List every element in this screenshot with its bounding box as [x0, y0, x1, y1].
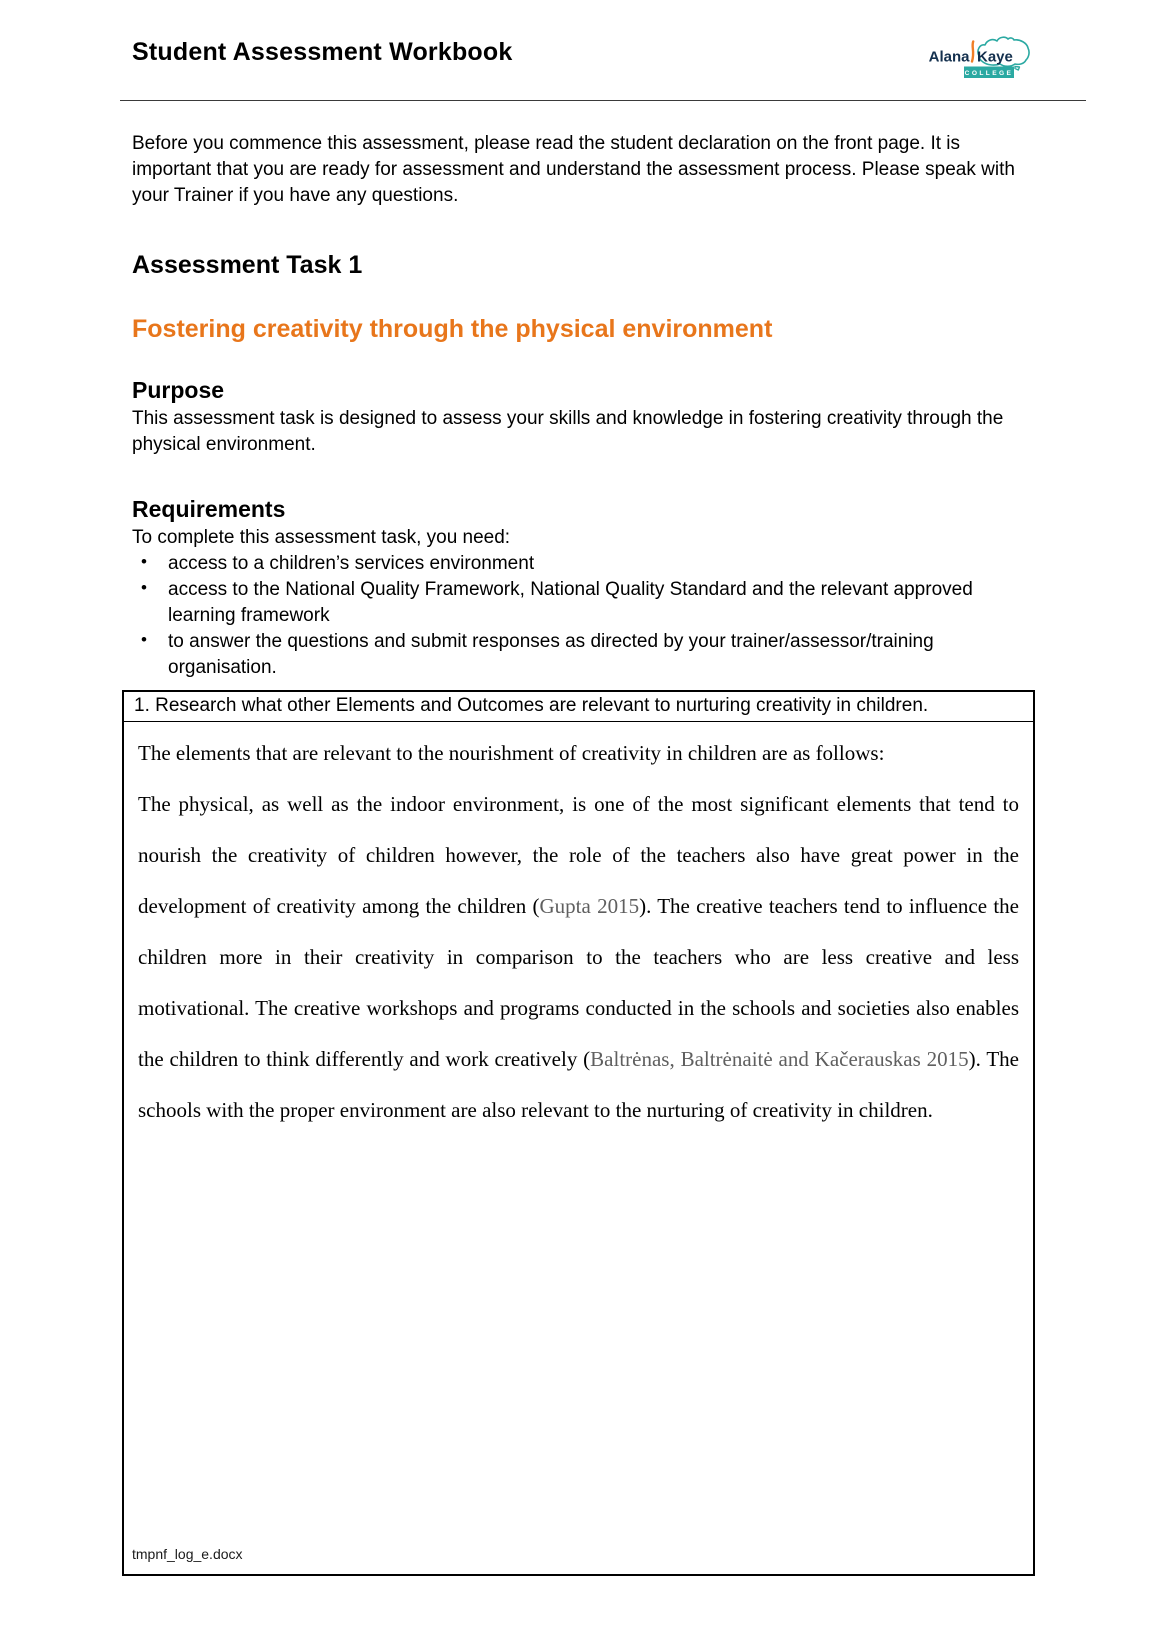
logo-word-kaye: Kaye: [977, 48, 1013, 66]
answer-p2-text: ). The schools with the proper environment are also relevant to the nurturing of creativity in children.: [138, 1047, 1019, 1122]
requirements-lead: To complete this assessment task, you need:: [132, 527, 511, 548]
logo-word-college: COLLEGE: [964, 70, 1014, 78]
assessment-task-heading: Assessment Task 1: [132, 251, 363, 279]
flame-icon: [972, 42, 973, 62]
purpose-heading: Purpose: [132, 377, 225, 403]
answer-p2-text: The physical, as well as the indoor environment, is one of the most significant elements that tend to nourish the creativity of children however, the role of the teachers also have great power in the development of creativity among the children (: [138, 792, 1019, 918]
requirement-item: • to answer the questions and submit responses as directed by your trainer/assessor/training organisation.: [132, 629, 1035, 681]
citation-gupta: Gupta 2015: [539, 894, 640, 918]
footer-filename: tmpnf_log_e.docx: [132, 1546, 243, 1562]
answer-cell[interactable]: [124, 722, 1033, 1574]
purpose-text: This assessment task is designed to assess your skills and knowledge in fostering creativity through the physical environment.: [132, 408, 1004, 455]
requirements-list: [132, 551, 1035, 681]
page-title: Student Assessment Workbook: [132, 38, 513, 66]
intro-paragraph: Before you commence this assessment, please read the student declaration on the front page. It is important that you are ready for assessment and understand the assessment process. Please speak with your Trainer if you have any questions.: [132, 133, 1015, 206]
alana-kaye-college-logo: [923, 36, 1035, 88]
answer-paragraph: [138, 728, 1019, 779]
citation-baltrenas: Baltrėnas, Baltrėnaitė and Kačerauskas 2015: [590, 1047, 969, 1071]
answer-p1-text: The elements that are relevant to the nourishment of creativity in children are as follows:: [138, 741, 885, 765]
question-answer-table: [122, 690, 1035, 1576]
logo-word-alana: Alana: [928, 48, 970, 66]
question-row: 1. Research what other Elements and Outcomes are relevant to nurturing creativity in children.: [124, 692, 1033, 722]
requirement-item: • access to a children’s services environment: [132, 551, 1035, 577]
task-title-heading: Fostering creativity through the physical environment: [132, 315, 773, 343]
answer-paragraph: [138, 779, 1019, 1136]
requirements-heading: Requirements: [132, 496, 286, 522]
page-header: [120, 36, 1086, 101]
answer-p2-text: ). The creative teachers tend to influence the children more in their creativity in comparison to the teachers who are less creative and less motivational. The creative workshops and programs conducted in the schools and societies also enables the children to think differently and work creatively (: [138, 894, 1019, 1071]
requirement-item: • access to the National Quality Framework, National Quality Standard and the relevant approved learning framework: [132, 577, 1035, 629]
